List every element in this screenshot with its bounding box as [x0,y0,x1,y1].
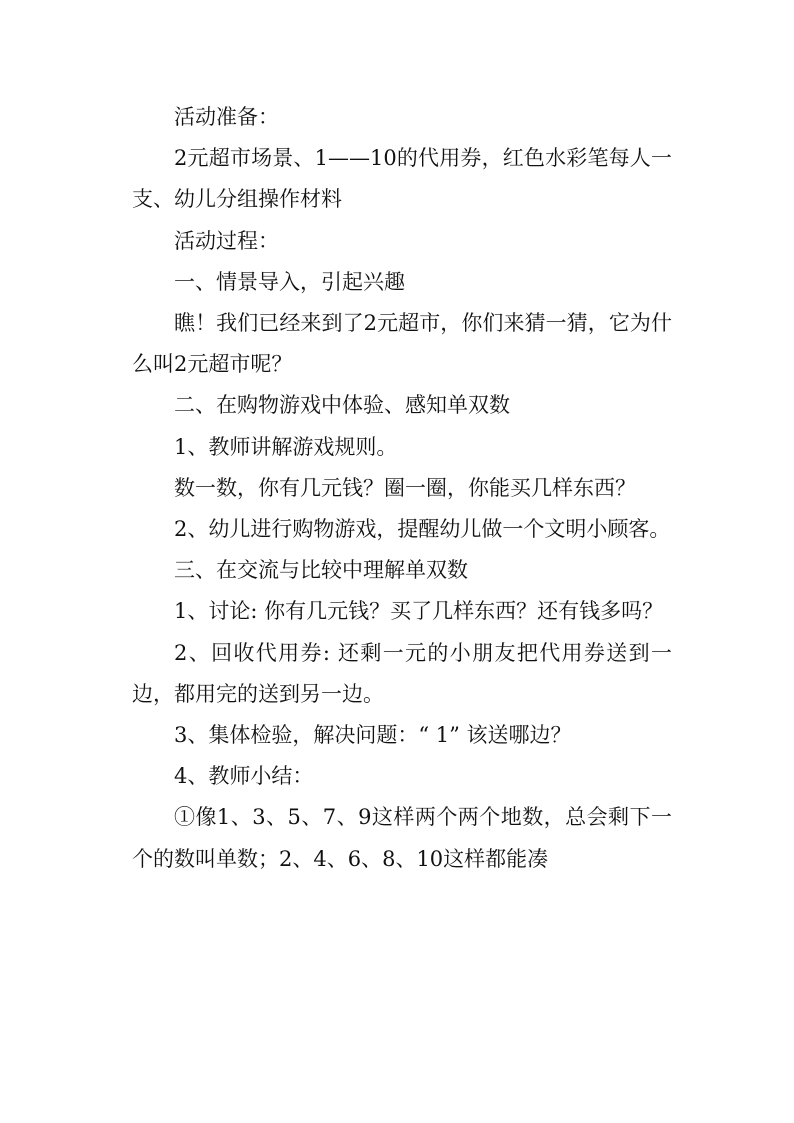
paragraph-section-two-title: 二、在购物游戏中体验、感知单双数 [174,393,510,418]
paragraph-teacher-summary-heading: 4、教师小结： [174,764,314,789]
paragraph-preparation-heading: 活动准备： [174,105,279,129]
paragraph-process-heading: 活动过程： [174,228,279,253]
paragraph-section-one-text: 瞧！我们已经来到了2元超市，你们来猜一猜，它为什么叫2元超市呢？ [132,311,672,377]
document-body [132,97,672,880]
paragraph-count-and-circle: 数一数，你有几元钱？圈一圈，你能买几样东西？ [174,475,636,500]
paragraph-step-rules: 1、教师讲解游戏规则。 [174,434,398,459]
paragraph-section-three-title: 三、在交流与比较中理解单双数 [174,558,468,583]
paragraph-shopping-game: 2、幼儿进行购物游戏，提醒幼儿做一个文明小顾客。 [174,517,671,542]
paragraph-teacher-summary-text: ①像1、3、5、7、9这样两个两个地数，总会剩下一个的数叫单数；2、4、6、8、10这样都能凑 [132,805,672,871]
paragraph-discussion: 1、讨论: 你有几元钱？买了几样东西？还有钱多吗？ [174,599,664,624]
paragraph-section-one-title: 一、情景导入，引起兴趣 [174,269,405,294]
paragraph-group-check: 3、集体检验，解决问题：“ 1” 该送哪边？ [174,723,572,748]
paragraph-preparation-materials: 2元超市场景、1——10的代用券，红色水彩笔每人一支、幼儿分组操作材料 [132,146,672,212]
paragraph-collect-vouchers: 2、回收代用券: 还剩一元的小朋友把代用券送到一边，都用完的送到另一边。 [132,640,672,706]
